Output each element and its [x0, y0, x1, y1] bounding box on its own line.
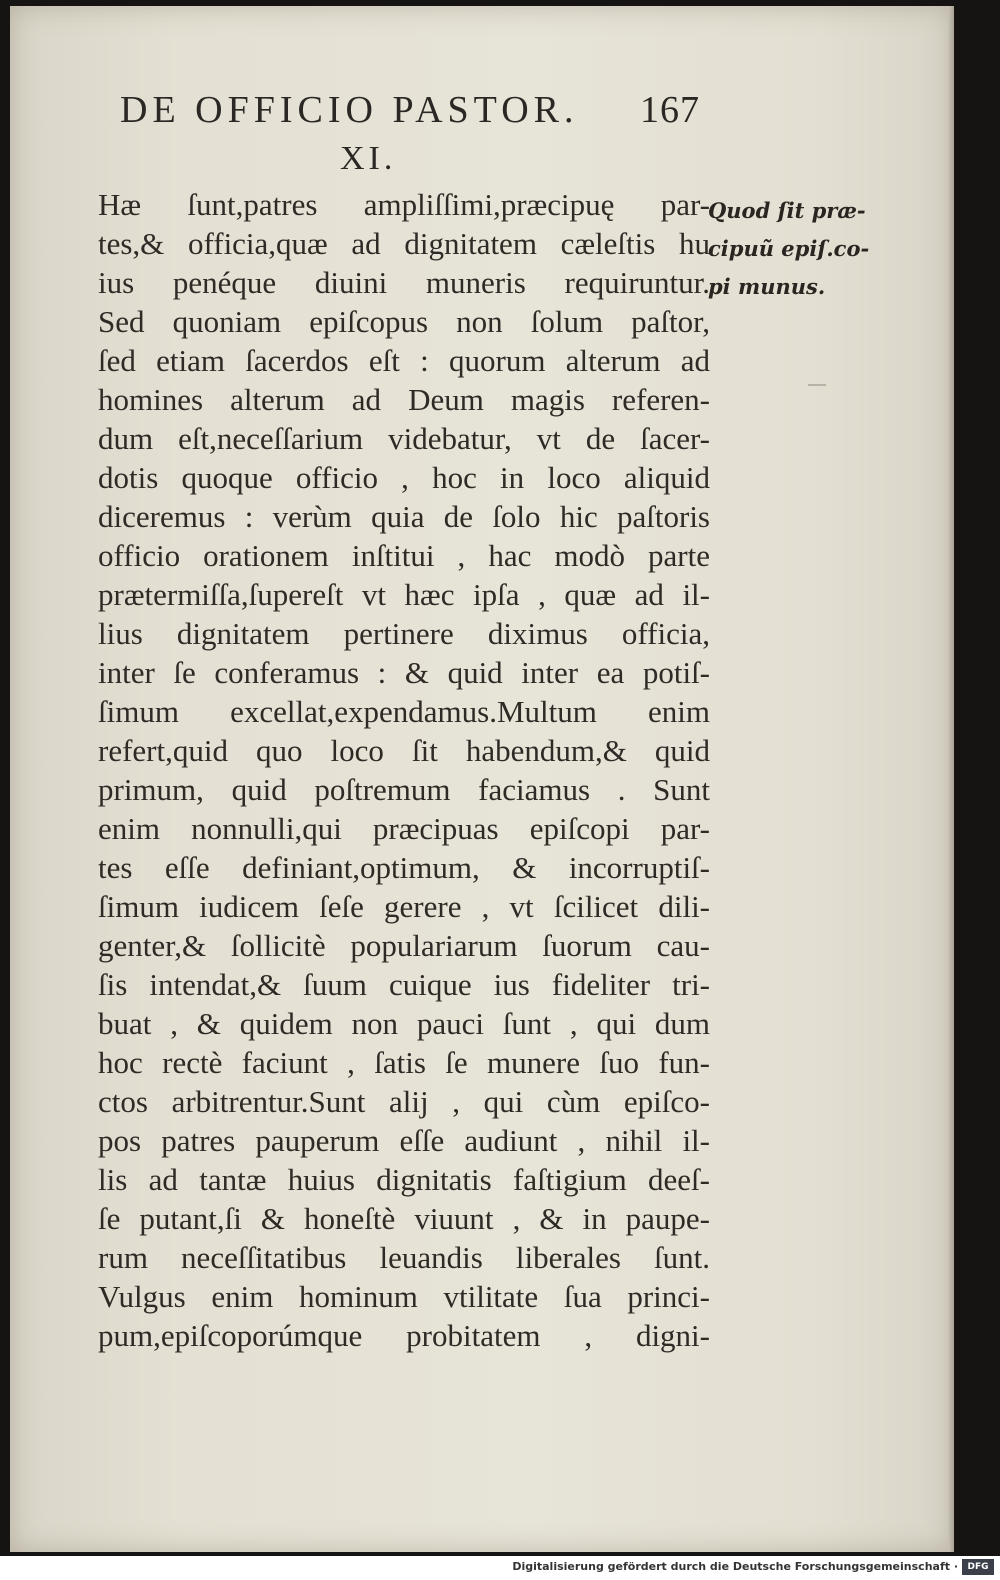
text-line: ſed etiam ſacerdos eſt : quorum alterum ad — [98, 343, 710, 378]
text-line: buat , & quidem non pauci ſunt , qui dum — [98, 1006, 710, 1041]
text-line: ctos arbitrentur.Sunt alij , qui cùm epiſco- — [98, 1084, 710, 1119]
text-line: tes,& officia,quæ ad dignitatem cæleſtis hu — [98, 226, 710, 261]
running-head — [120, 88, 700, 138]
text-line: ſis intendat,& ſuum cuique ius fideliter tri- — [98, 967, 710, 1002]
text-line: rum neceſſitatibus leuandis liberales ſunt. — [98, 1240, 710, 1275]
page-edge — [948, 6, 954, 1552]
text-line: lis ad tantæ huius dignitatis faſtigium deeſ- — [98, 1162, 710, 1197]
section-numeral: XI. — [340, 140, 397, 177]
body-text — [98, 185, 710, 1355]
text-line: ſimum excellat,expendamus.Multum enim — [98, 694, 710, 729]
text-line: tes eſſe definiant,optimum, & incorruptiſ- — [98, 850, 710, 885]
text-line: primum, quid poſtremum faciamus . Sunt — [98, 772, 710, 807]
text-line: diceremus : verùm quia de ſolo hic paſtoris — [98, 499, 710, 534]
text-line: dum eſt,neceſſarium videbatur, vt de ſacer- — [98, 421, 710, 456]
text-line: officio orationem inſtitui , hac modò parte — [98, 538, 710, 573]
text-line: Sed quoniam epiſcopus non ſolum paſtor, — [98, 304, 710, 339]
text-line: inter ſe conferamus : & quid inter ea potiſ- — [98, 655, 710, 690]
footer-credit: Digitalisierung gefördert durch die Deutsche Forschungsgemeinschaft · — [512, 1560, 958, 1573]
text-line: homines alterum ad Deum magis referen- — [98, 382, 710, 417]
text-line: ius penéque diuini muneris requiruntur. — [98, 265, 710, 300]
text-line: pum,epiſcoporúmque probitatem , digni- — [98, 1318, 710, 1353]
page-number: 167 — [640, 89, 700, 131]
text-line: Hæ ſunt,patres ampliſſimi,præcipuę par- — [98, 187, 710, 222]
text-line: prætermiſſa,ſupereſt vt hæc ipſa , quæ ad il- — [98, 577, 710, 612]
running-head-title: DE OFFICIO PASTOR. — [120, 89, 579, 131]
marginal-note-line: pi munus. — [708, 274, 826, 299]
marginal-note-line: Quod ſit præ- — [708, 198, 866, 223]
marginal-note — [708, 192, 870, 306]
marginal-note-line: cipuũ epiſ.co- — [708, 236, 870, 261]
text-line: enim nonnulli,qui præcipuas epiſcopi par- — [98, 811, 710, 846]
text-line: dotis quoque officio , hoc in loco aliquid — [98, 460, 710, 495]
text-line: Vulgus enim hominum vtilitate ſua princi- — [98, 1279, 710, 1314]
dfg-logo: DFG — [962, 1559, 994, 1575]
margin-mark — [808, 384, 826, 386]
footer-bar — [0, 1556, 1000, 1580]
text-line: lius dignitatem pertinere diximus officia, — [98, 616, 710, 651]
text-line: genter,& ſollicitè populariarum ſuorum cau- — [98, 928, 710, 963]
text-line: refert,quid quo loco ſit habendum,& quid — [98, 733, 710, 768]
text-line: ſe putant,ſi & honeſtè viuunt , & in paupe- — [98, 1201, 710, 1236]
text-line: pos patres pauperum eſſe audiunt , nihil il- — [98, 1123, 710, 1158]
text-line: ſimum iudicem ſeſe gerere , vt ſcilicet dili- — [98, 889, 710, 924]
text-line: hoc rectè faciunt , ſatis ſe munere ſuo fun- — [98, 1045, 710, 1080]
